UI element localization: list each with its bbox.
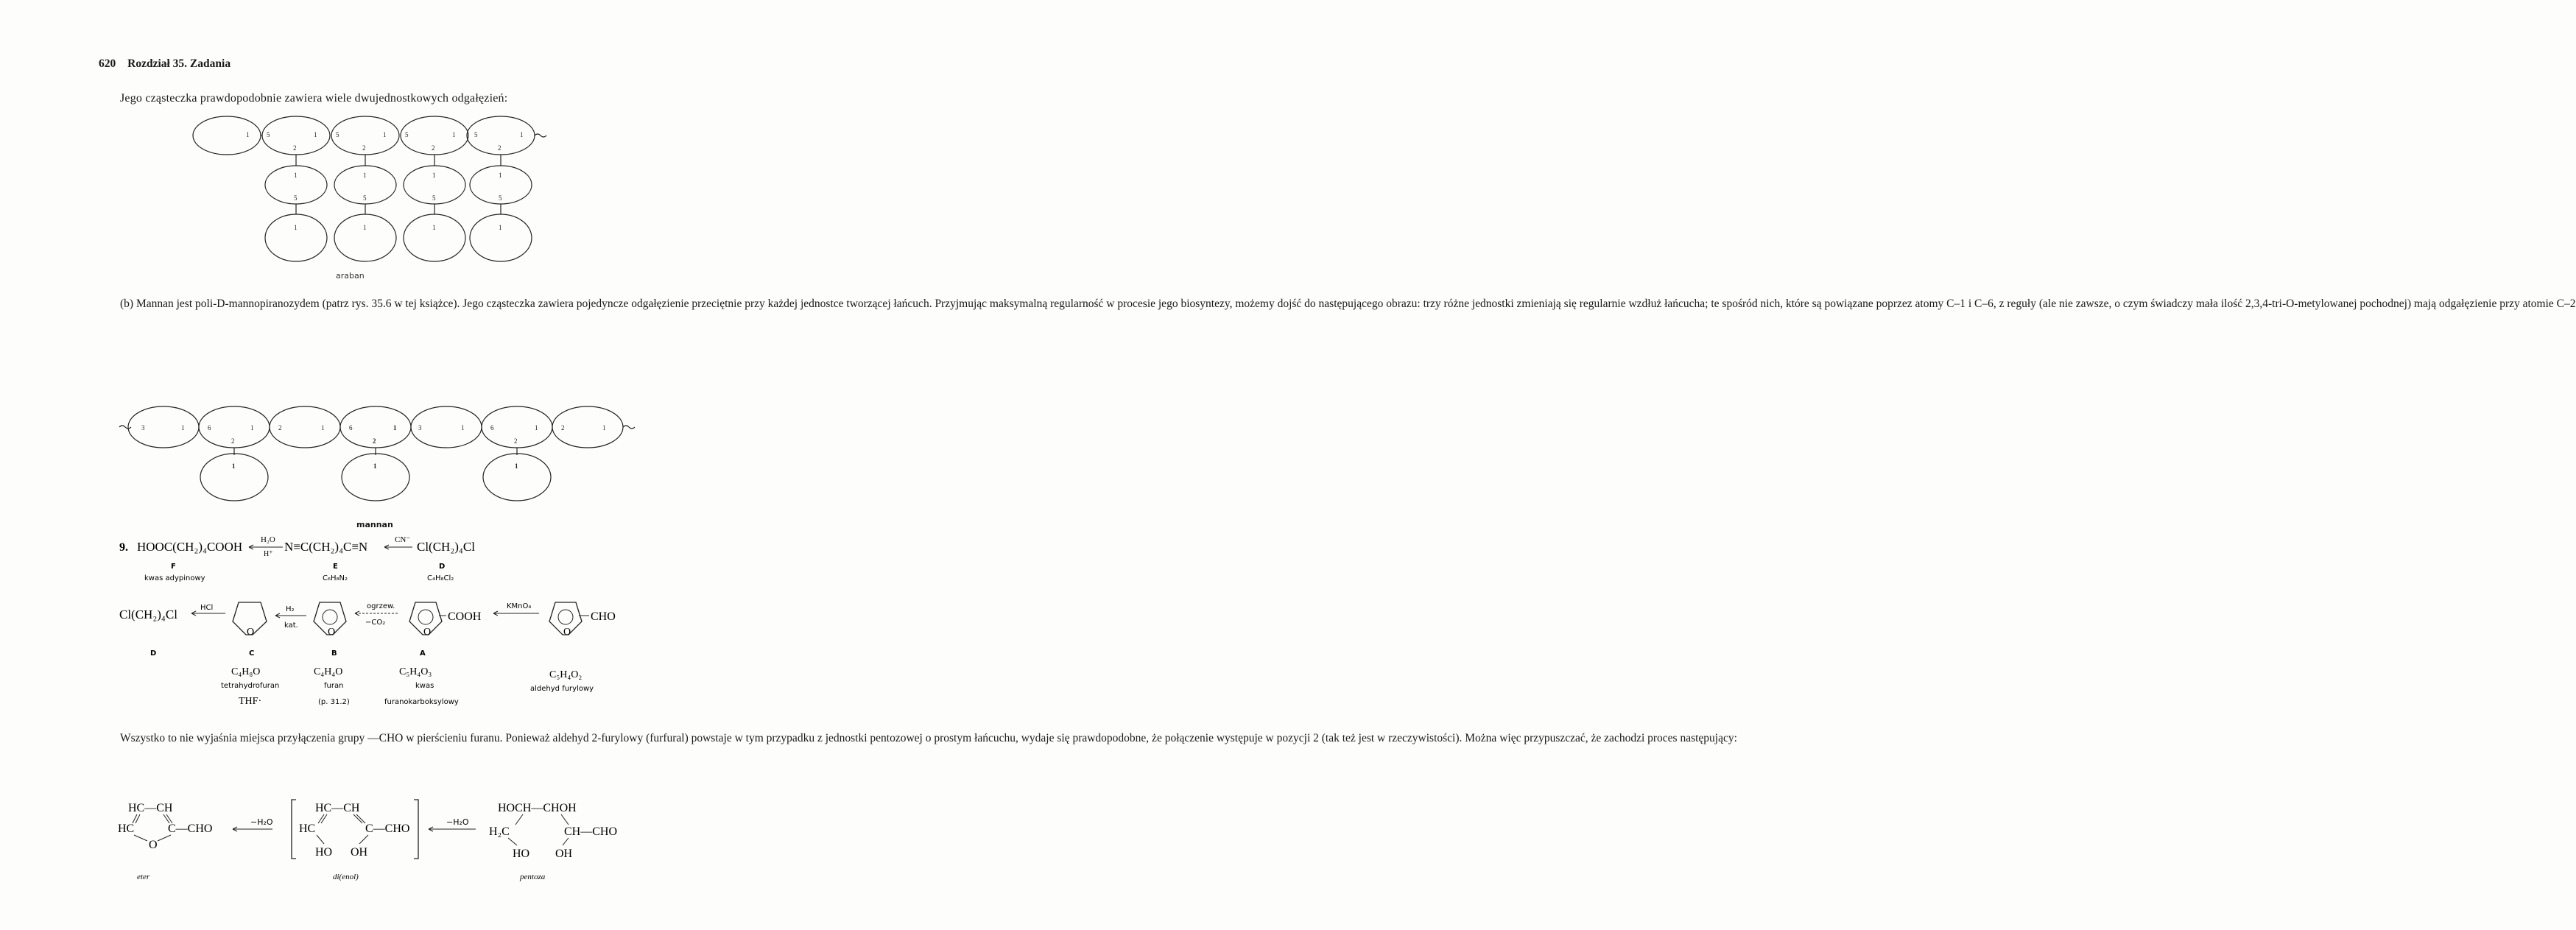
diagram-label: HC xyxy=(118,822,135,835)
diagram-label: O xyxy=(247,627,255,638)
diagram-label: 1 xyxy=(373,462,377,470)
diagram-label: H₂ xyxy=(286,605,295,613)
diagram-label: kat. xyxy=(284,621,298,630)
diagram-label: 1 xyxy=(232,462,236,470)
diagram-label: CHO xyxy=(591,610,616,623)
diagram-label: 2 xyxy=(362,144,366,152)
diagram-label: 2 xyxy=(278,424,282,431)
diagram-label: 6 xyxy=(490,424,494,431)
diagram-label: O xyxy=(423,627,432,638)
diagram-label: 1 xyxy=(602,424,606,431)
diagram-label: 2 xyxy=(231,437,235,445)
diagram-label: 3 xyxy=(141,424,145,431)
diagram-label: H₂O xyxy=(261,535,275,544)
diagram-label: A xyxy=(420,649,426,658)
diagram-label: C—CHO xyxy=(365,822,410,835)
diagram-label: 5 xyxy=(336,131,339,138)
diagram-label: B xyxy=(331,649,337,658)
mannan-diagram xyxy=(118,404,633,507)
diagram-label: 1 xyxy=(250,424,254,431)
diagram-label: HC—CH xyxy=(128,802,173,814)
diagram-label: −CO₂ xyxy=(365,619,386,627)
diagram-label: H₂C xyxy=(489,825,510,838)
diagram-label: OH xyxy=(555,848,573,860)
diagram-label: THF· xyxy=(239,696,262,707)
diagram-label: 5 xyxy=(432,194,436,202)
araban-caption: araban xyxy=(336,271,365,281)
diagram-label: CN⁻ xyxy=(395,535,411,544)
diagram-label: 1 xyxy=(246,131,250,138)
diagram-label: 1 xyxy=(499,172,502,179)
diagram-label: N≡C(CH₂)₄C≡N xyxy=(284,540,368,554)
page-number: 620 xyxy=(99,57,116,70)
diagram-label: 1 xyxy=(499,224,502,231)
diagram-label: 2 xyxy=(498,144,502,152)
diagram-label: 1 xyxy=(535,424,538,431)
diagram-label: 2 xyxy=(432,144,435,152)
diagram-label: 9. xyxy=(119,541,128,554)
diagram-label: O xyxy=(149,839,158,851)
diagram-label: O xyxy=(328,627,336,638)
diagram-label: 1 xyxy=(294,224,298,231)
paragraph-b: (b) Mannan jest poli-D-mannopiranozydem (patrz rys. 35.6 w tej książce). Jego cząsteczka zawiera pojedyncze odgałęzienie przeciętnie przy każdej jednostce tworzącej łańcuch. Przyjmując maksymalną regularność w procesie jego biosyntezy, możemy dojść do następującego obrazu: trzy różne jednostki zmieniają się regularnie wzdłuż łańcucha; te spośród nich, które są powiązane poprzez atomy C–1 i C–6, z reguły (ale nie zawsze, o czym świadczy mała ilość 2,3,4-tri-O-metylowanej pochodnej) mają odgałęzienie przy atomie C–2 xyxy=(120,297,2576,310)
diagram-label: C₅H₄O₂ xyxy=(549,669,583,680)
diagram-label: −H₂O xyxy=(250,817,273,827)
diagram-label: 1 xyxy=(383,131,387,138)
diagram-label: C xyxy=(249,649,255,658)
diagram-label: pentoza xyxy=(520,873,546,881)
diagram-label: C₄H₈Cl₂ xyxy=(427,574,454,582)
diagram-label: HO xyxy=(513,848,530,860)
araban-top-ring-1 xyxy=(193,116,261,155)
diagram-label: 5 xyxy=(294,194,298,202)
diagram-label: H⁺ xyxy=(264,550,273,558)
diagram-label: 1 xyxy=(461,424,465,431)
diagram-label: C₄H₄O xyxy=(314,666,343,677)
diagram-label: 5 xyxy=(363,194,367,202)
diagram-label: CH—CHO xyxy=(564,825,618,838)
diagram-label: 1 xyxy=(432,224,436,231)
diagram-label: C₅H₄O₃ xyxy=(399,666,432,677)
diagram-label: 5 xyxy=(405,131,409,138)
diagram-label: (p. 31.2) xyxy=(318,698,350,706)
paragraph-2: Wszystko to nie wyjaśnia miejsca przyłączenia grupy —CHO w pierścieniu furanu. Ponieważ aldehyd 2-furylowy (furfural) powstaje w tym przypadku z jednostki pentozowej o prostym łańcuchu, wydaje się prawdopodobne, że połączenie występuje w pozycji 2 (tak też jest w rzeczywistości). Można więc przypuszczać, że zachodzi proces następujący: xyxy=(120,732,1737,744)
pentose-dehydration-scheme xyxy=(110,795,641,884)
equation-9 xyxy=(118,530,515,589)
diagram-label: 5 xyxy=(267,131,270,138)
diagram-label: 1 xyxy=(520,131,524,138)
diagram-label: COOH xyxy=(448,610,482,623)
diagram-label: aldehyd furylowy xyxy=(530,685,594,693)
diagram-label: HC—CH xyxy=(315,802,360,814)
diagram-label: C—CHO xyxy=(168,822,213,835)
diagram-label: HCl xyxy=(200,604,214,612)
diagram-label: ogrzew. xyxy=(367,602,395,610)
diagram-label: kwas adypinowy xyxy=(144,574,205,582)
diagram-label: 1 xyxy=(314,131,317,138)
diagram-label: HOCH—CHOH xyxy=(498,802,577,814)
diagram-label: 6 xyxy=(208,424,211,431)
diagram-label: Cl(CH₂)₄Cl xyxy=(119,607,177,621)
diagram-label: HOOC(CH₂)₄COOH xyxy=(137,540,243,554)
diagram-label: 5 xyxy=(474,131,478,138)
diagram-label: 5 xyxy=(499,194,502,202)
diagram-label: 1 xyxy=(452,131,456,138)
diagram-label: 6 xyxy=(349,424,353,431)
diagram-label: 1 xyxy=(181,424,185,431)
diagram-label: 1 xyxy=(515,462,518,470)
diagram-label: furan xyxy=(324,682,344,690)
diagram-label: E xyxy=(333,563,338,571)
intro-text: Jego cząsteczka prawdopodobnie zawiera wiele dwujednostkowych odgałęzień: xyxy=(120,92,508,105)
diagram-label: C₆H₈N₂ xyxy=(323,574,348,582)
diagram-label: tetrahydrofuran xyxy=(221,682,280,690)
diagram-label: di(enol) xyxy=(333,873,359,881)
diagram-label: F xyxy=(171,563,176,571)
diagram-label: 2 xyxy=(514,437,518,445)
diagram-label: 2 xyxy=(561,424,565,431)
diagram-label: Cl(CH₂)₄Cl xyxy=(417,540,475,554)
diagram-label: O xyxy=(563,627,571,638)
diagram-label: 1 xyxy=(321,424,325,431)
mannan-caption: mannan xyxy=(356,520,393,529)
diagram-label: KMnO₄ xyxy=(507,602,532,610)
diagram-label: D xyxy=(150,649,157,658)
diagram-label: 1 xyxy=(363,172,367,179)
diagram-label: HC xyxy=(299,822,316,835)
diagram-label: C₄H₈O xyxy=(231,666,261,677)
diagram-label: 1 xyxy=(294,172,298,179)
diagram-label: 3 xyxy=(418,424,422,431)
diagram-label: 1 xyxy=(393,424,397,431)
diagram-label: −H₂O xyxy=(446,817,469,827)
diagram-label: 2 xyxy=(373,437,376,445)
araban-diagram xyxy=(184,114,567,283)
furan-reaction-scheme xyxy=(118,589,633,714)
chapter-title: Rozdział 35. Zadania xyxy=(127,57,231,70)
diagram-label: kwas xyxy=(415,682,434,690)
diagram-label: 1 xyxy=(363,224,367,231)
diagram-label: eter xyxy=(137,873,150,881)
diagram-label: HO xyxy=(315,846,333,859)
diagram-label: OH xyxy=(351,846,368,859)
diagram-label: 2 xyxy=(293,144,297,152)
page-header xyxy=(99,57,230,71)
diagram-label: D xyxy=(439,563,446,571)
diagram-label: furanokarboksylowy xyxy=(384,698,459,706)
diagram-label: 1 xyxy=(432,172,436,179)
